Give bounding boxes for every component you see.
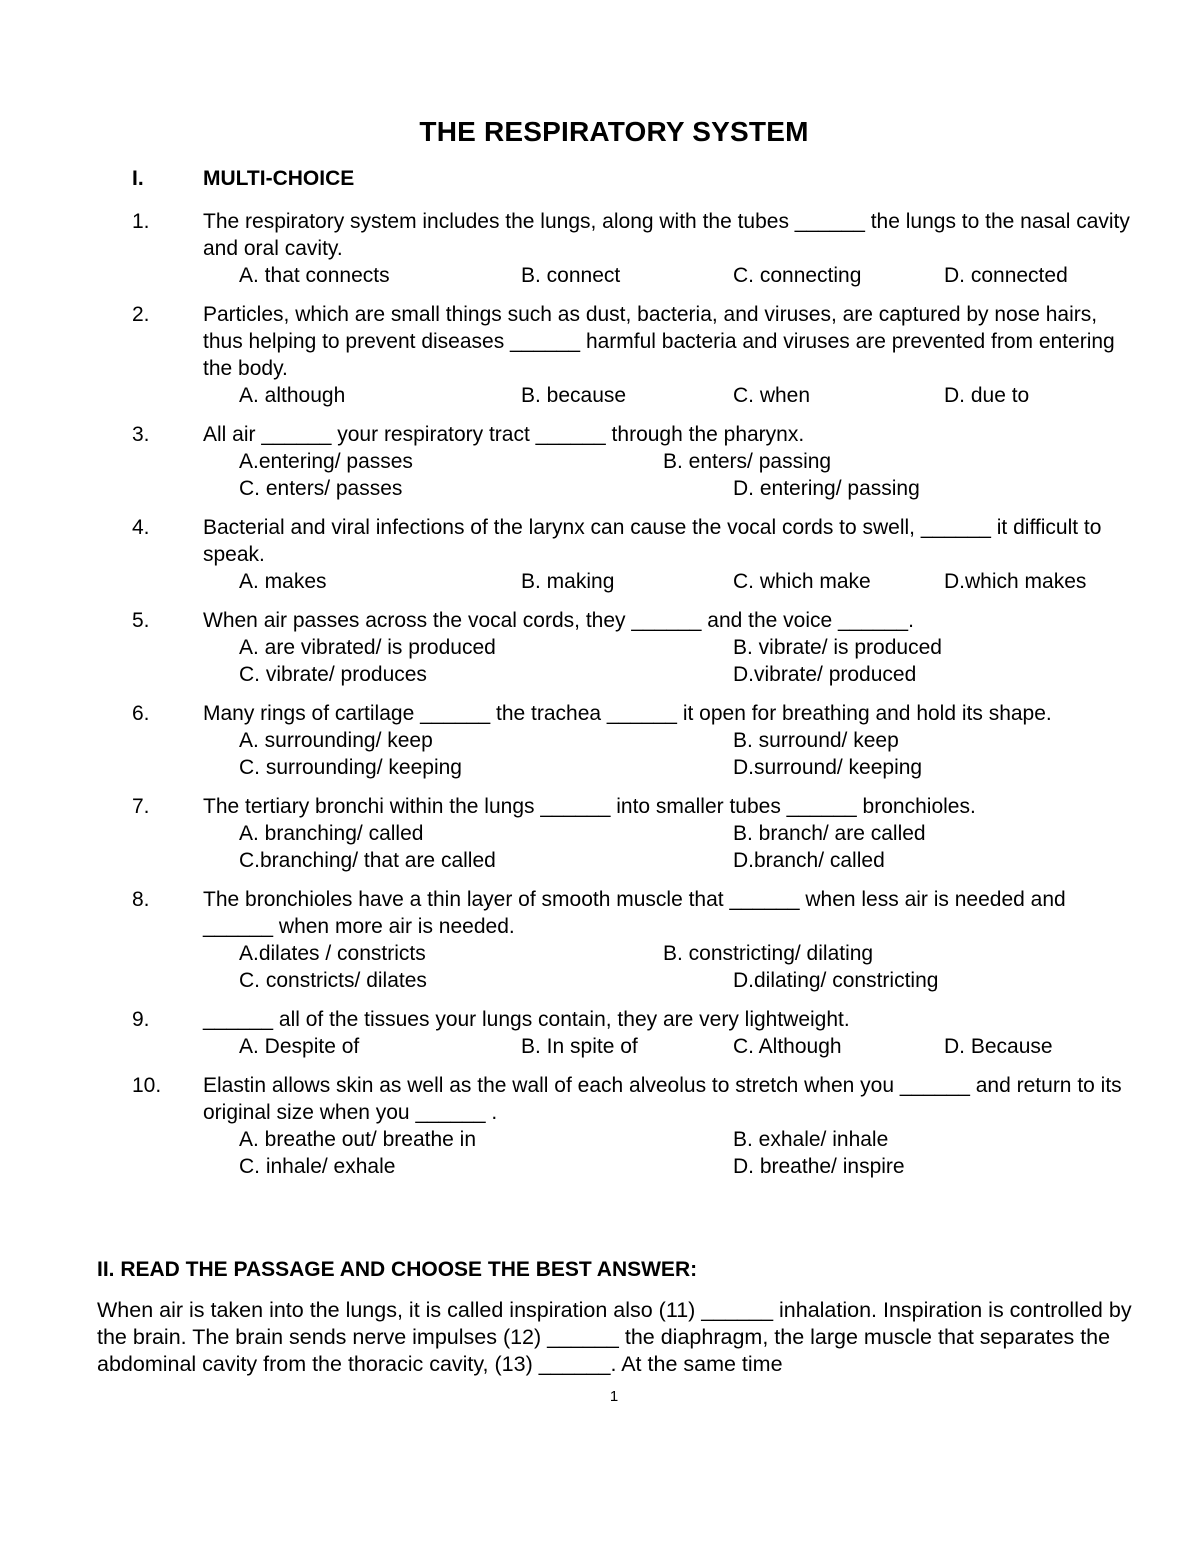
section-1-title: MULTI-CHOICE [203, 167, 355, 190]
answer-option-a: A. that connects [239, 264, 390, 287]
answer-option-c: C. vibrate/ produces [239, 663, 427, 686]
answer-option-a: A.dilates / constricts [239, 942, 426, 965]
question-number: 2. [132, 303, 150, 326]
question-2 [0, 301, 1200, 409]
question-8 [0, 886, 1200, 994]
answer-option-b: B. making [521, 570, 615, 593]
answer-option-a: A.entering/ passes [239, 450, 413, 473]
reading-passage: When air is taken into the lungs, it is called inspiration also (11) ______ inhalation. Inspiration is controlled by the brain. The brain sends nerve impulses (12) ______ the diaphragm, the large muscle that separates the abdominal cavity from the thoracic cavity, (13) ______. At the same time [97, 1298, 1132, 1376]
answer-option-c: C. enters/ passes [239, 477, 403, 500]
answer-options-row [0, 967, 1200, 994]
question-10 [0, 1072, 1200, 1180]
answer-option-d: D. due to [944, 384, 1030, 407]
answer-options-row [0, 847, 1200, 874]
question-number: 9. [132, 1008, 150, 1031]
answer-options-row [0, 568, 1200, 595]
answer-options-row [0, 661, 1200, 688]
answer-options-row [0, 448, 1200, 475]
answer-option-d: D.surround/ keeping [733, 756, 923, 779]
answer-option-b: B. branch/ are called [733, 822, 926, 845]
answer-option-c: C. connecting [733, 264, 862, 287]
answer-option-d: D. Because [944, 1035, 1053, 1058]
answer-options-row [0, 1126, 1200, 1153]
answer-options-row [0, 727, 1200, 754]
answer-option-d: D.dilating/ constricting [733, 969, 939, 992]
answer-options-row [0, 754, 1200, 781]
answer-option-a: A. although [239, 384, 346, 407]
answer-options-row [0, 940, 1200, 967]
question-stem: The tertiary bronchi within the lungs ______ into smaller tubes ______ bronchioles. [203, 795, 976, 818]
answer-option-a: A. makes [239, 570, 327, 593]
answer-option-b: B. surround/ keep [733, 729, 899, 752]
question-number: 5. [132, 609, 150, 632]
answer-option-c: C. which make [733, 570, 871, 593]
question-stem: Many rings of cartilage ______ the trachea ______ it open for breathing and hold its shape. [203, 702, 1052, 725]
answer-option-a: A. Despite of [239, 1035, 360, 1058]
question-7 [0, 793, 1200, 874]
question-number: 3. [132, 423, 150, 446]
question-number: 6. [132, 702, 150, 725]
answer-option-c: C. surrounding/ keeping [239, 756, 462, 779]
question-9 [0, 1006, 1200, 1060]
answer-option-c: C. constricts/ dilates [239, 969, 427, 992]
question-4 [0, 514, 1200, 595]
section-1-heading [132, 167, 354, 191]
question-3 [0, 421, 1200, 502]
question-stem: The bronchioles have a thin layer of smooth muscle that ______ when less air is needed and ______ when more air is needed. [203, 888, 1066, 938]
question-list [0, 208, 1200, 1192]
answer-options-row [0, 475, 1200, 502]
answer-option-d: D. breathe/ inspire [733, 1155, 905, 1178]
question-stem: All air ______ your respiratory tract ______ through the pharynx. [203, 423, 805, 446]
answer-option-a: A. are vibrated/ is produced [239, 636, 496, 659]
page-title: THE RESPIRATORY SYSTEM [419, 116, 809, 147]
question-stem: Particles, which are small things such as dust, bacteria, and viruses, are captured by nose hairs, thus helping to prevent diseases ______ harmful bacteria and viruses are prevented from entering the body. [203, 303, 1115, 380]
question-stem: ______ all of the tissues your lungs contain, they are very lightweight. [203, 1008, 850, 1031]
answer-options-row [0, 1153, 1200, 1180]
answer-option-c: C.branching/ that are called [239, 849, 496, 872]
answer-option-b: B. exhale/ inhale [733, 1128, 889, 1151]
answer-option-d: D. connected [944, 264, 1068, 287]
question-stem: The respiratory system includes the lungs, along with the tubes ______ the lungs to the nasal cavity and oral cavity. [203, 210, 1130, 260]
question-stem: Bacterial and viral infections of the larynx can cause the vocal cords to swell, ______ it difficult to speak. [203, 516, 1102, 566]
answer-option-b: B. because [521, 384, 627, 407]
question-1 [0, 208, 1200, 289]
section-1-number: I. [132, 167, 144, 190]
answer-option-a: A. branching/ called [239, 822, 424, 845]
question-number: 7. [132, 795, 150, 818]
section-2-heading: II. READ THE PASSAGE AND CHOOSE THE BEST ANSWER: [97, 1258, 698, 1281]
answer-option-b: B. connect [521, 264, 621, 287]
question-stem: Elastin allows skin as well as the wall of each alveolus to stretch when you ______ and return to its original size when you ______ . [203, 1074, 1122, 1124]
question-number: 1. [132, 210, 150, 233]
answer-options-row [0, 262, 1200, 289]
answer-options-row [0, 820, 1200, 847]
answer-option-c: C. inhale/ exhale [239, 1155, 396, 1178]
question-number: 10. [132, 1074, 162, 1097]
answer-option-a: A. breathe out/ breathe in [239, 1128, 476, 1151]
page-number: 1 [609, 1388, 619, 1405]
answer-option-d: D.branch/ called [733, 849, 885, 872]
answer-option-b: B. enters/ passing [663, 450, 832, 473]
answer-options-row [0, 1033, 1200, 1060]
answer-option-b: B. constricting/ dilating [663, 942, 874, 965]
answer-option-a: A. surrounding/ keep [239, 729, 433, 752]
answer-option-d: D.vibrate/ produced [733, 663, 917, 686]
question-number: 4. [132, 516, 150, 539]
answer-option-b: B. In spite of [521, 1035, 638, 1058]
answer-options-row [0, 634, 1200, 661]
answer-option-d: D.which makes [944, 570, 1087, 593]
question-number: 8. [132, 888, 150, 911]
answer-option-d: D. entering/ passing [733, 477, 920, 500]
answer-options-row [0, 382, 1200, 409]
question-6 [0, 700, 1200, 781]
answer-option-c: C. Although [733, 1035, 842, 1058]
question-stem: When air passes across the vocal cords, they ______ and the voice ______. [203, 609, 914, 632]
question-5 [0, 607, 1200, 688]
answer-option-c: C. when [733, 384, 811, 407]
answer-option-b: B. vibrate/ is produced [733, 636, 942, 659]
